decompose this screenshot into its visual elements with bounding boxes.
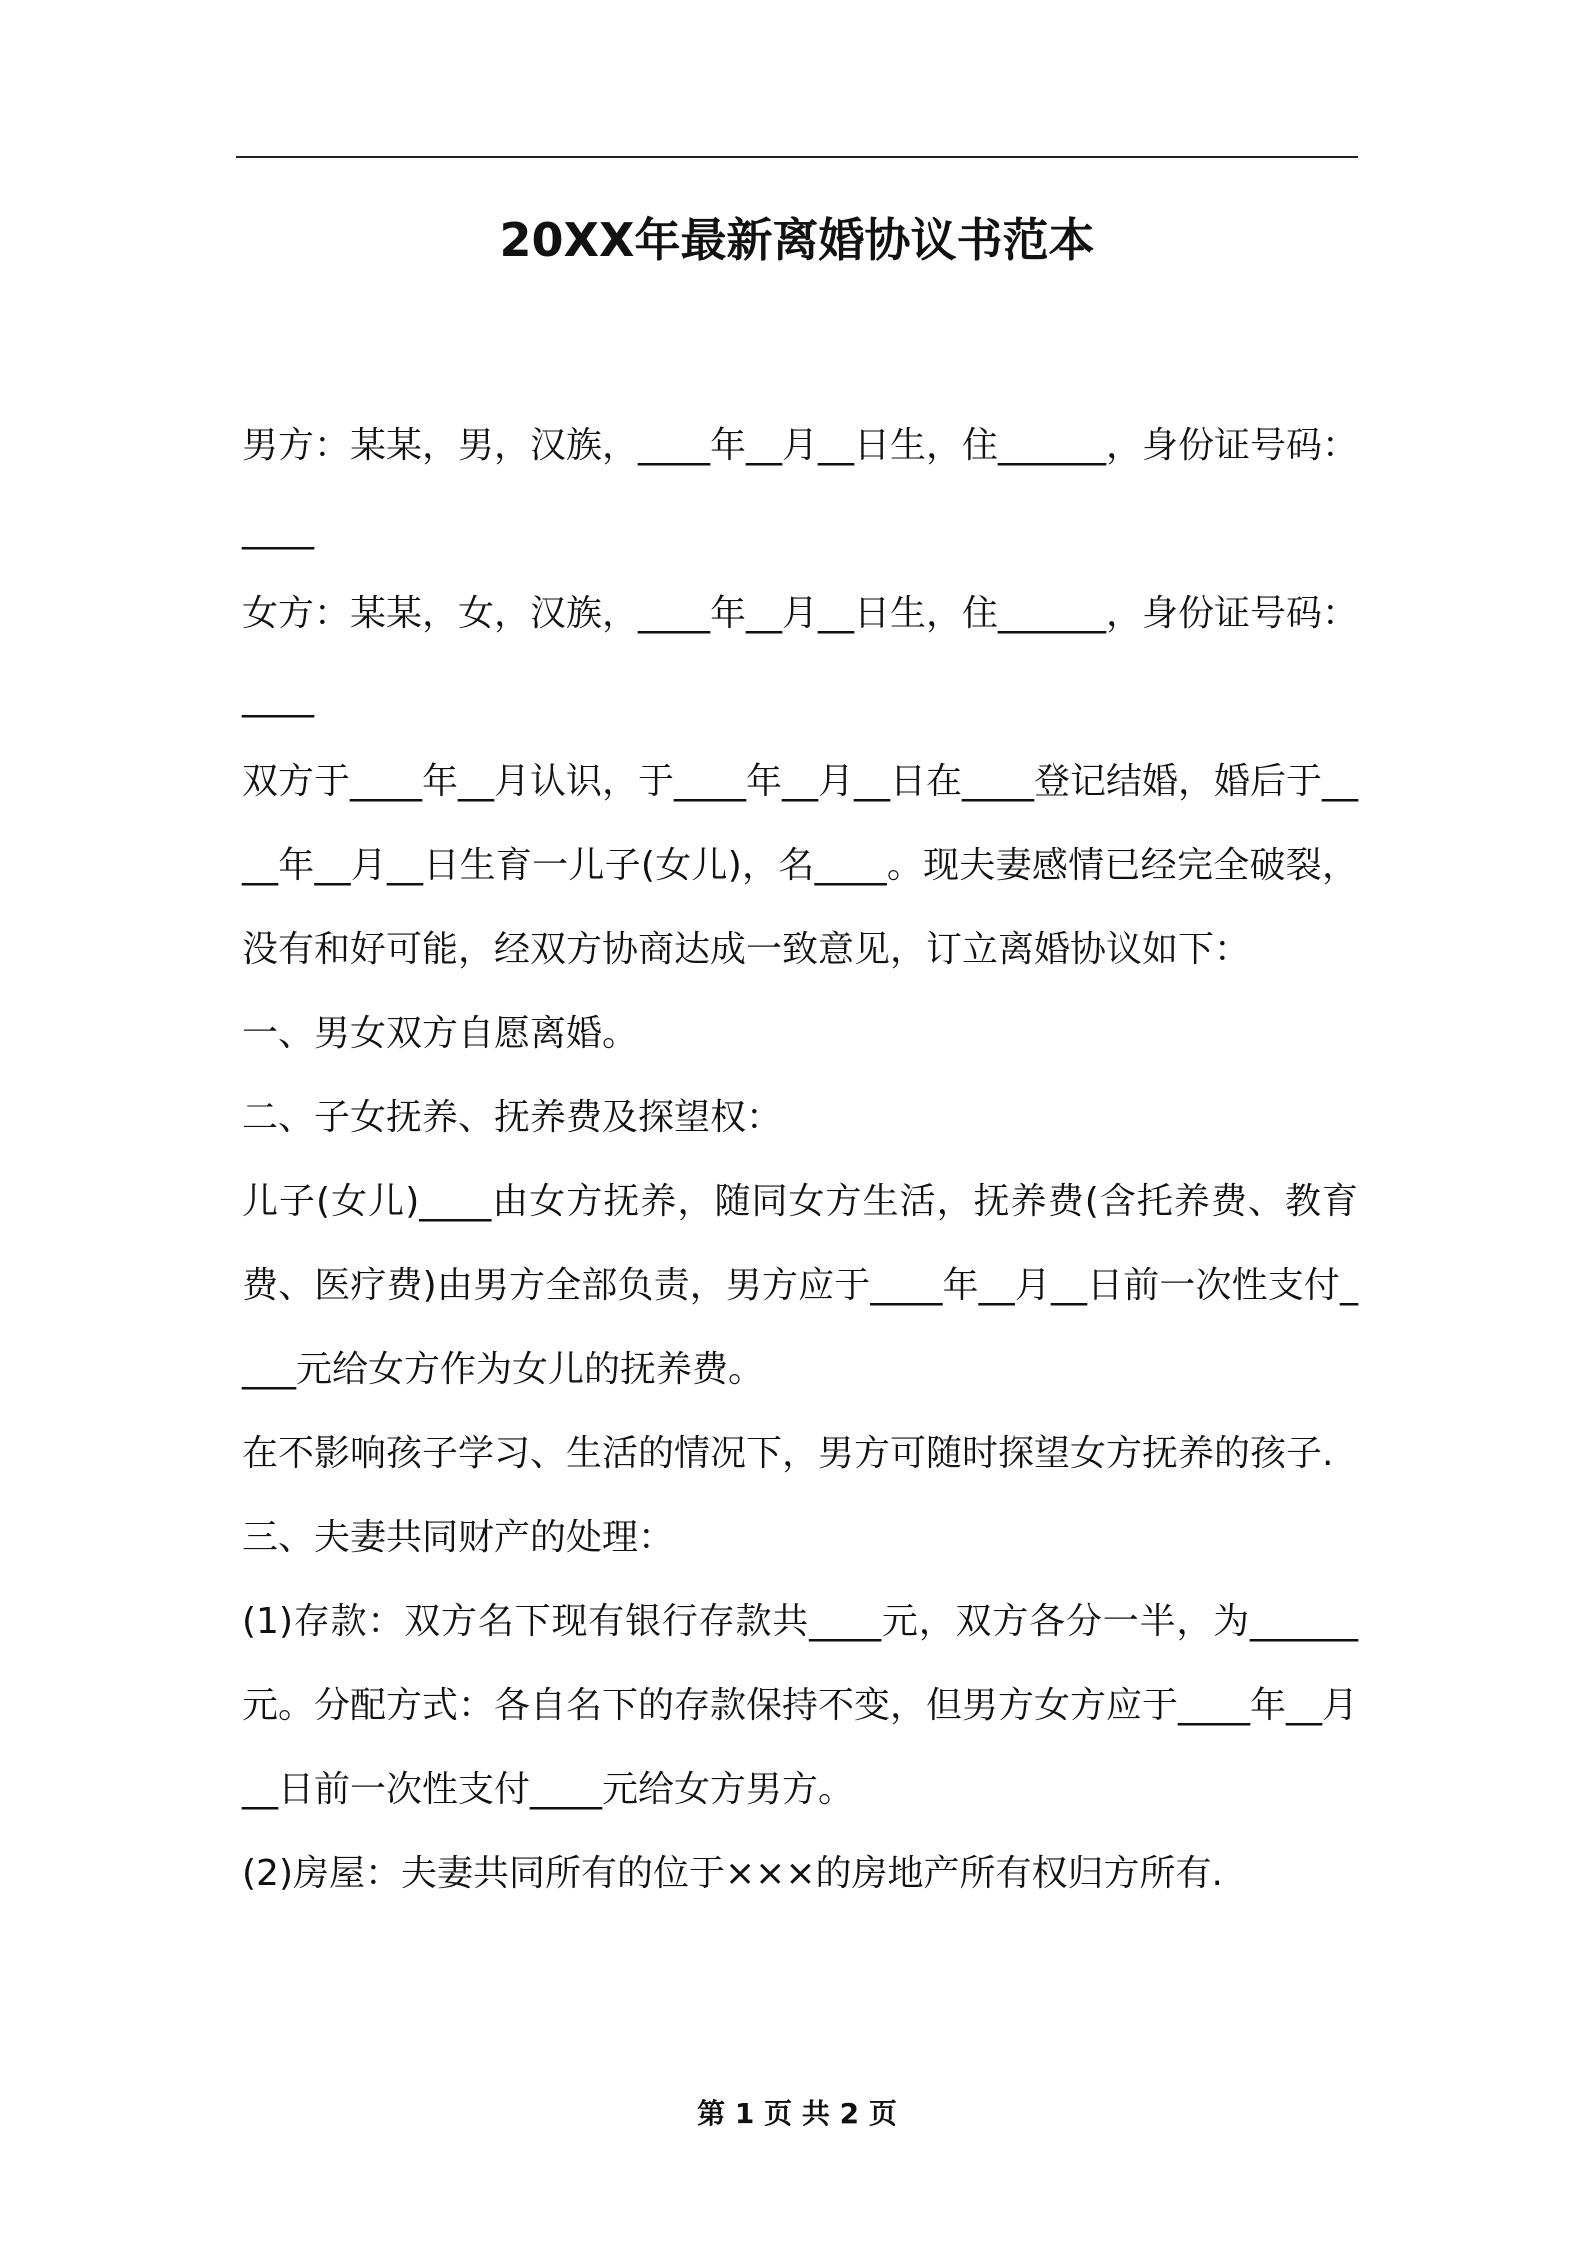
paragraph-male-party: 男方：某某，男，汉族，____年__月__日生，住______，身份证号码：____	[242, 425, 1359, 550]
page-footer: 第 1 页 共 2 页	[697, 2097, 897, 2130]
paragraph-deposits: (1)存款：双方名下现有银行存款共____元，双方各分一半，为______元。分配方式：各自名下的存款保持不变，但男方女方应于____年__月__日前一次性支付____元给女方男方。	[242, 1601, 1359, 1810]
paragraph-child-support: 儿子(女儿)____由女方抚养，随同女方生活，抚养费(含托养费、教育费、医疗费)由男方全部负责，男方应于____年__月__日前一次性支付____元给女方作为女儿的抚养费。	[242, 1181, 1358, 1390]
paragraph-female-party: 女方：某某，女，汉族，____年__月__日生，住______，身份证号码：____	[242, 593, 1359, 718]
document-body	[242, 404, 1358, 1916]
paragraph-clause-3-heading: 三、夫妻共同财产的处理：	[242, 1517, 675, 1558]
paragraph-house: (2)房屋：夫妻共同所有的位于×××的房地产所有权归方所有.	[242, 1853, 1223, 1894]
paragraph-background: 双方于____年__月认识，于____年__月__日在____登记结婚，婚后于____年__月__日生育一儿子(女儿)，名____。现夫妻感情已经完全破裂，没有和好可能，经双方协商达成一致意见，订立离婚协议如下：	[242, 761, 1359, 970]
paragraph-visitation: 在不影响孩子学习、生活的情况下，男方可随时探望女方抚养的孩子.	[242, 1433, 1334, 1474]
header-rule	[236, 156, 1358, 158]
paragraph-clause-2-heading: 二、子女抚养、抚养费及探望权：	[242, 1097, 783, 1138]
document-title: 20XX年最新离婚协议书范本	[499, 213, 1095, 267]
paragraph-clause-1: 一、男女双方自愿离婚。	[242, 1013, 639, 1054]
